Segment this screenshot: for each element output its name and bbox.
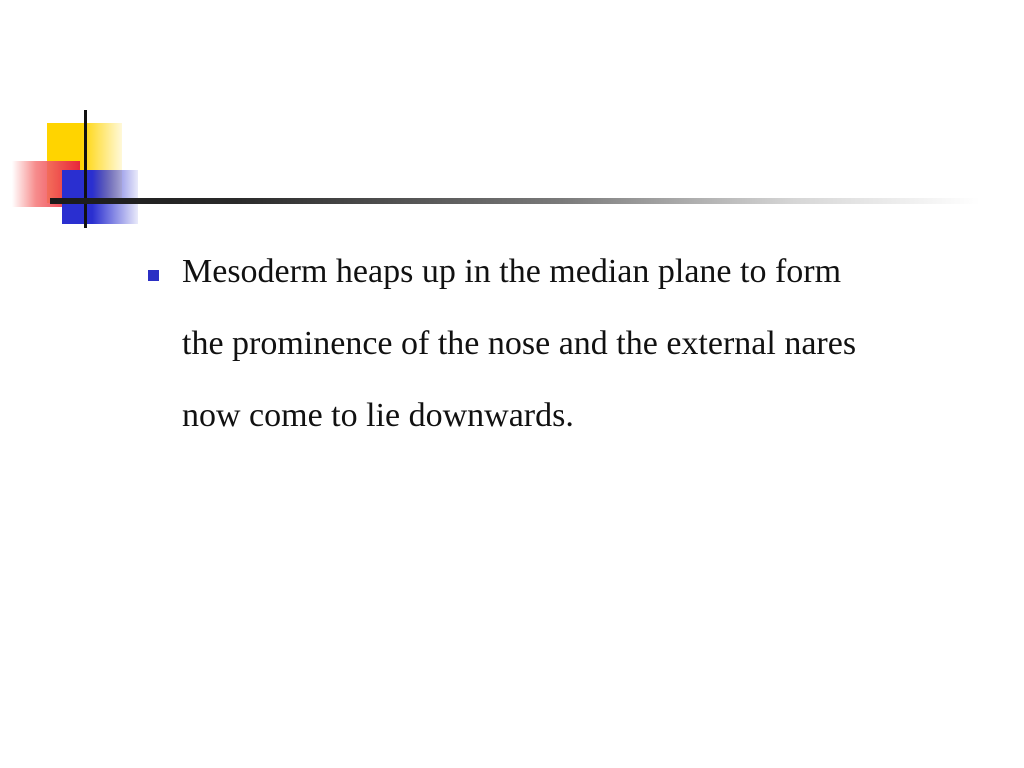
title-divider-line — [50, 198, 980, 204]
logo-vertical-line — [84, 110, 87, 228]
logo-blue-square — [62, 170, 138, 224]
bullet-text: Mesoderm heaps up in the median plane to form the prominence of the nose and the external nares now come to lie downwards. — [182, 253, 857, 434]
bullet-item — [140, 246, 900, 452]
bullet-list — [140, 246, 900, 452]
square-bullet-icon — [148, 270, 159, 281]
